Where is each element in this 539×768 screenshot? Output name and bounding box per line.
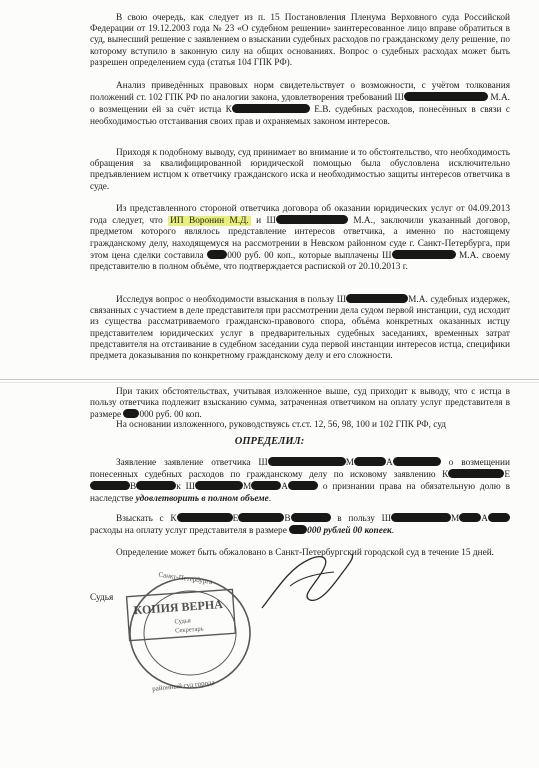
paragraph-1: В свою очередь, как следует из п. 15 Постановления Пленума Верховного суда Российской Федерации от 19.12.2003 года № 23 «О судебном решении» заинтересованное лицо вправе обратиться в суд, вынесший решение с заявлением о взыскании судебных расходов по гражданскому делу решение, по которому вступило в законную силу на общих основаниях. Вопрос о судебных расходах может быть разрешен определением суда (статья 104 ГПК РФ). <box>90 13 510 68</box>
paragraph-3: Приходя к подобному выводу, суд принимает во внимание и то обстоятельство, что необходимость обращения за квалифицированной юридической помощью была обусловлена исключительно предъявлением истцом к ответчику гражданского иска и необходимостью защиты интересов ответчика в суде. <box>90 148 510 192</box>
redaction-bar <box>488 513 510 522</box>
text-run: Из представленного стороной ответчика договора об оказании юридических услуг от 04.09.2013 года следует, что <box>90 204 510 227</box>
redaction-bar <box>404 92 488 101</box>
redaction-bar <box>276 215 348 224</box>
text-run: А <box>481 514 489 524</box>
text-run: М.А. о возмещении ей за счёт истца К <box>90 93 510 116</box>
stamp-line-secretary: Секретарь <box>174 625 204 635</box>
redaction-bar <box>354 457 386 466</box>
text-run: В <box>130 482 137 493</box>
text-run: При таких обстоятельствах, учитывая изложенное выше, суд приходит к выводу, что с истца в пользу ответчика подлежит взысканию сумма, затраченная ответчиком на оплату услуг представителя в размере <box>90 387 510 421</box>
text-run: 000 руб. 00 коп., которые выплачены Ш <box>227 250 392 261</box>
redaction-bar <box>268 457 346 466</box>
text-run: В <box>284 514 291 524</box>
judge-label: Судья <box>90 593 114 603</box>
text-run: Заявление заявление ответчика Ш <box>116 458 268 468</box>
redaction-bar <box>195 481 243 490</box>
redaction-bar <box>207 250 227 259</box>
text-run: Взыскать с К <box>116 514 177 524</box>
text-run: Е.В. судебных расходов, понесённых в связи с необходимостью отстаивания своих прав и охраняемых законом интересов. <box>90 105 510 127</box>
paragraph-8 <box>90 457 510 505</box>
stamp-ring-top: Санкт-Петербурга <box>158 570 213 587</box>
redaction-bar <box>289 525 307 534</box>
ruling-heading: ОПРЕДЕЛИЛ: <box>234 436 305 447</box>
stamp-copy-text: КОПИЯ ВЕРНА <box>133 597 224 618</box>
paragraph-2 <box>90 81 510 128</box>
paragraph-7: На основании изложенного, руководствуясь ст.ст. 12, 56, 98, 100 и 102 ГПК РФ, суд <box>116 420 447 430</box>
text-run: и Ш <box>250 216 276 227</box>
stamp-ring-bottom: районный суд города <box>151 678 215 693</box>
redaction-bar <box>123 409 139 418</box>
awarded-amount: 000 рублей 00 копеек <box>307 526 392 537</box>
text-run: . <box>391 526 394 537</box>
text-run: М.А. судебных издержек, связанных с участием в деле представителя при рассмотрении дела судом первой инстанции, суд исходит из существа рассматриваемого гражданско-правового спора, объёма конкретных оказанных истцу представителем юридических услуг в предварительных судебных заседаниях, временных затрат представителя на отстаивание в судебном заседании суда первой инстанции интересов истца, специфики предмета доказывания по конкретному гражданскому делу и его сложности. <box>90 295 510 362</box>
text-run: М <box>451 514 460 524</box>
text-run: Исследуя вопрос о необходимости взыскания в пользу Ш <box>116 295 347 305</box>
redaction-bar <box>459 513 481 522</box>
text-run: М.А. своему представителю в полном объёме, что подтверждается распиской от 20.10.2013 г. <box>90 250 511 273</box>
page-fold-line <box>0 379 539 380</box>
court-stamp <box>118 567 258 695</box>
text-run: М.А., заключили указанный договор, предметом которого являлось представление интересов ответчика, а именно по настоящему гражданскому делу, находящемуся на рассмотрении в Невском районном суде г. Санкт-Петербурга, при этом цена сделки составила <box>90 216 510 261</box>
redaction-bar <box>177 513 233 522</box>
text-run: Е <box>504 470 510 481</box>
redaction-bar <box>136 481 176 490</box>
text-run: А <box>386 458 393 468</box>
text-run: . <box>268 493 272 504</box>
redaction-bar <box>238 513 284 522</box>
redaction-bar <box>90 481 130 490</box>
ruling-decision: удовлетворить в полном объеме <box>135 493 269 504</box>
paragraph-5 <box>90 294 510 362</box>
redaction-bar <box>391 513 451 522</box>
highlighted-contractor: ИП Воронин М.Д. <box>170 216 249 227</box>
redaction-bar <box>448 469 504 478</box>
text-run: Анализ приведённых правовых норм свидетельствует о возможности, с учётом толкования положений ст. 102 ГПК РФ по аналогии закона, удовлетворения требований Ш <box>90 81 510 104</box>
paragraph-4 <box>90 204 510 273</box>
redaction-bar <box>346 294 408 303</box>
text-run: А <box>281 482 288 493</box>
redaction-bar <box>232 104 310 113</box>
text-run: Е <box>232 514 239 524</box>
text-run: М <box>242 482 252 493</box>
redaction-bar <box>291 513 331 522</box>
signature <box>250 538 360 618</box>
paragraph-9 <box>90 513 510 537</box>
redaction-bar <box>393 457 441 466</box>
text-run: о признании права на обязательную долю в наследстве <box>90 482 510 504</box>
text-run: 000 руб. 00 коп. <box>139 410 202 421</box>
text-run: к Ш <box>176 482 195 493</box>
paragraph-10: Определение может быть обжаловано в Санкт-Петербургский городской суд в течение 15 дней. <box>116 548 494 558</box>
text-run: о возмещении понесенных судебных расходов по гражданскому делу по исковому заявлению К <box>90 458 510 481</box>
text-run: в пользу Ш <box>330 514 392 524</box>
text-run: расходы на оплату услуг представителя в размере <box>90 526 290 537</box>
page-fold-line <box>0 382 539 383</box>
redaction-bar <box>392 250 456 259</box>
text-run: М <box>345 458 355 468</box>
redaction-bar <box>288 481 318 490</box>
paragraph-6 <box>90 387 510 422</box>
redaction-bar <box>251 481 281 490</box>
stamp-line-judge: Судья <box>174 617 191 626</box>
